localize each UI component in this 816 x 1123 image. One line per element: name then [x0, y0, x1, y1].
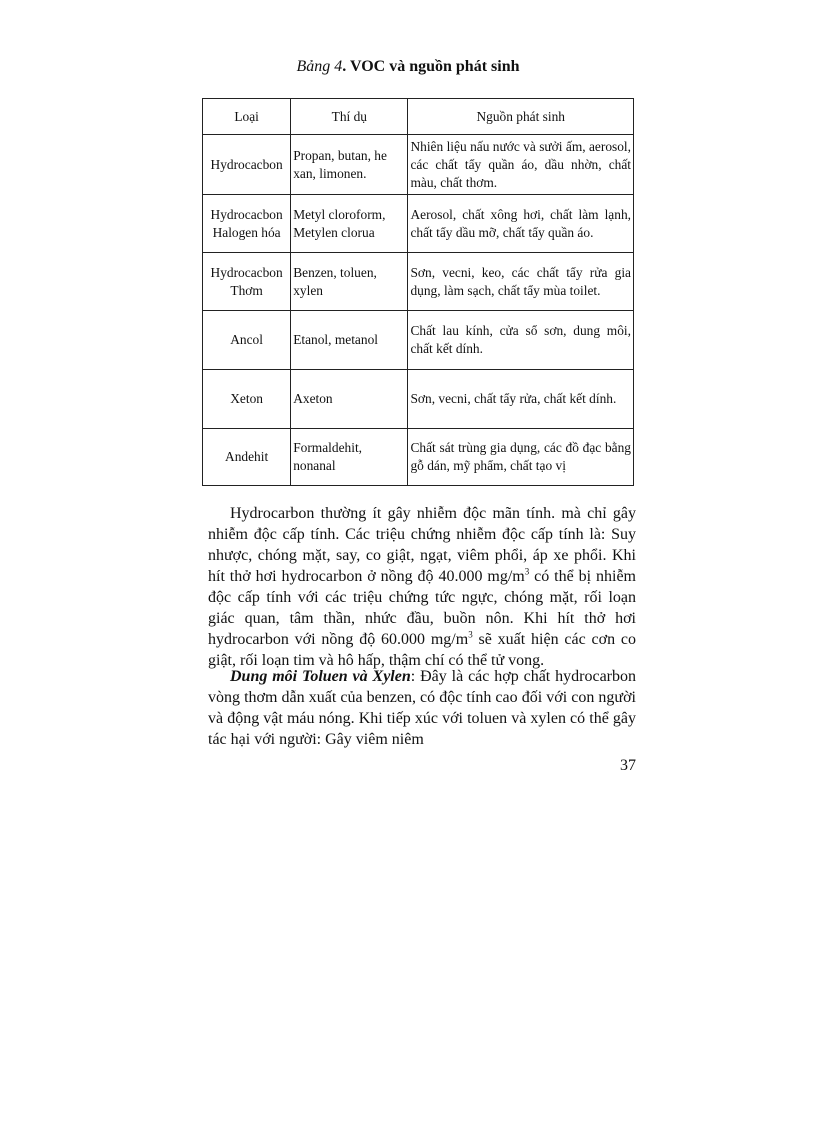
superscript: 3	[524, 566, 530, 577]
caption-prefix: Bảng 4	[296, 58, 343, 75]
voc-table	[202, 98, 634, 486]
table-caption	[0, 58, 816, 76]
header-source: Nguồn phát sinh	[408, 99, 634, 135]
cell-example: Benzen, toluen, xylen	[291, 253, 408, 311]
paragraph-text: có thể bị nhiễm độc cấp tính với các triệu chứng tức ngực, chóng mặt, rối loạn giác quan, tâm thần, nhức đầu, buồn nôn. Khi hít thở hơi hydrocarbon với nồng độ 60.000 mg/m	[208, 568, 637, 648]
paragraph-text: sẽ xuất hiện các cơn co giật, rối loạn tim và hô hấp, thậm chí có thể tử vong.	[208, 631, 637, 669]
cell-example: Axeton	[291, 370, 408, 429]
header-type: Loại	[203, 99, 291, 135]
superscript: 3	[468, 629, 473, 640]
paragraph-text: : Đây là các hợp chất hydrocarbon vòng thơm dẫn xuất của benzen, có độc tính cao đối với con người và động vật máu nóng. Khi tiếp xúc với toluen và xylen có thể gây tác hại với người: Gây viêm niêm	[208, 668, 637, 748]
cell-example: Metyl cloroform, Metylen clorua	[291, 195, 408, 253]
cell-type: Ancol	[203, 311, 291, 370]
cell-example: Formaldehit, nonanal	[291, 429, 408, 486]
table-row	[203, 370, 634, 429]
cell-source: Chất sát trùng gia dụng, các đồ đạc bằng gỗ dán, mỹ phẩm, chất tạo vị	[408, 429, 634, 486]
cell-type: Hydrocacbon Halogen hóa	[203, 195, 291, 253]
cell-type: Hydrocacbon	[203, 135, 291, 195]
header-example: Thí dụ	[291, 99, 408, 135]
page-number: 37	[620, 757, 636, 774]
table-row	[203, 195, 634, 253]
cell-source: Chất lau kính, cửa sổ sơn, dung môi, chất kết dính.	[408, 311, 634, 370]
cell-source: Aerosol, chất xông hơi, chất làm lạnh, chất tẩy dầu mỡ, chất tẩy quần áo.	[408, 195, 634, 253]
paragraph-toluen-xylen	[208, 666, 636, 750]
cell-type: Hydrocacbon Thơm	[203, 253, 291, 311]
table-row	[203, 311, 634, 370]
paragraph-text: Hydrocarbon thường ít gây nhiễm độc mãn tính. mà chỉ gây nhiễm độc cấp tính. Các triệu chứng nhiễm độc cấp tính là: Suy nhược, chóng mặt, say, co giật, ngạt, viêm phổi, áp xe phổi. Khi hít thở hơi hydrocarbon ở nồng độ 40.000 mg/m	[208, 505, 636, 585]
cell-source: Sơn, vecni, chất tẩy rửa, chất kết dính.	[408, 370, 634, 429]
table-row	[203, 429, 634, 486]
cell-source: Nhiên liệu nấu nước và sưởi ấm, aerosol, các chất tẩy quần áo, dầu nhờn, chất màu, chất thơm.	[408, 135, 634, 195]
table-row	[203, 253, 634, 311]
cell-example: Propan, butan, he xan, limonen.	[291, 135, 408, 195]
cell-source: Sơn, vecni, keo, các chất tẩy rửa gia dụng, làm sạch, chất tẩy mùa toilet.	[408, 253, 634, 311]
cell-type: Xeton	[203, 370, 291, 429]
table-header-row	[203, 99, 634, 135]
cell-type: Andehit	[203, 429, 291, 486]
paragraph-lead: Dung môi Toluen và Xylen	[230, 668, 411, 685]
cell-example: Etanol, metanol	[291, 311, 408, 370]
caption-title: . VOC và nguồn phát sinh	[342, 58, 520, 75]
table-row	[203, 135, 634, 195]
paragraph-hydrocarbon	[208, 503, 636, 671]
